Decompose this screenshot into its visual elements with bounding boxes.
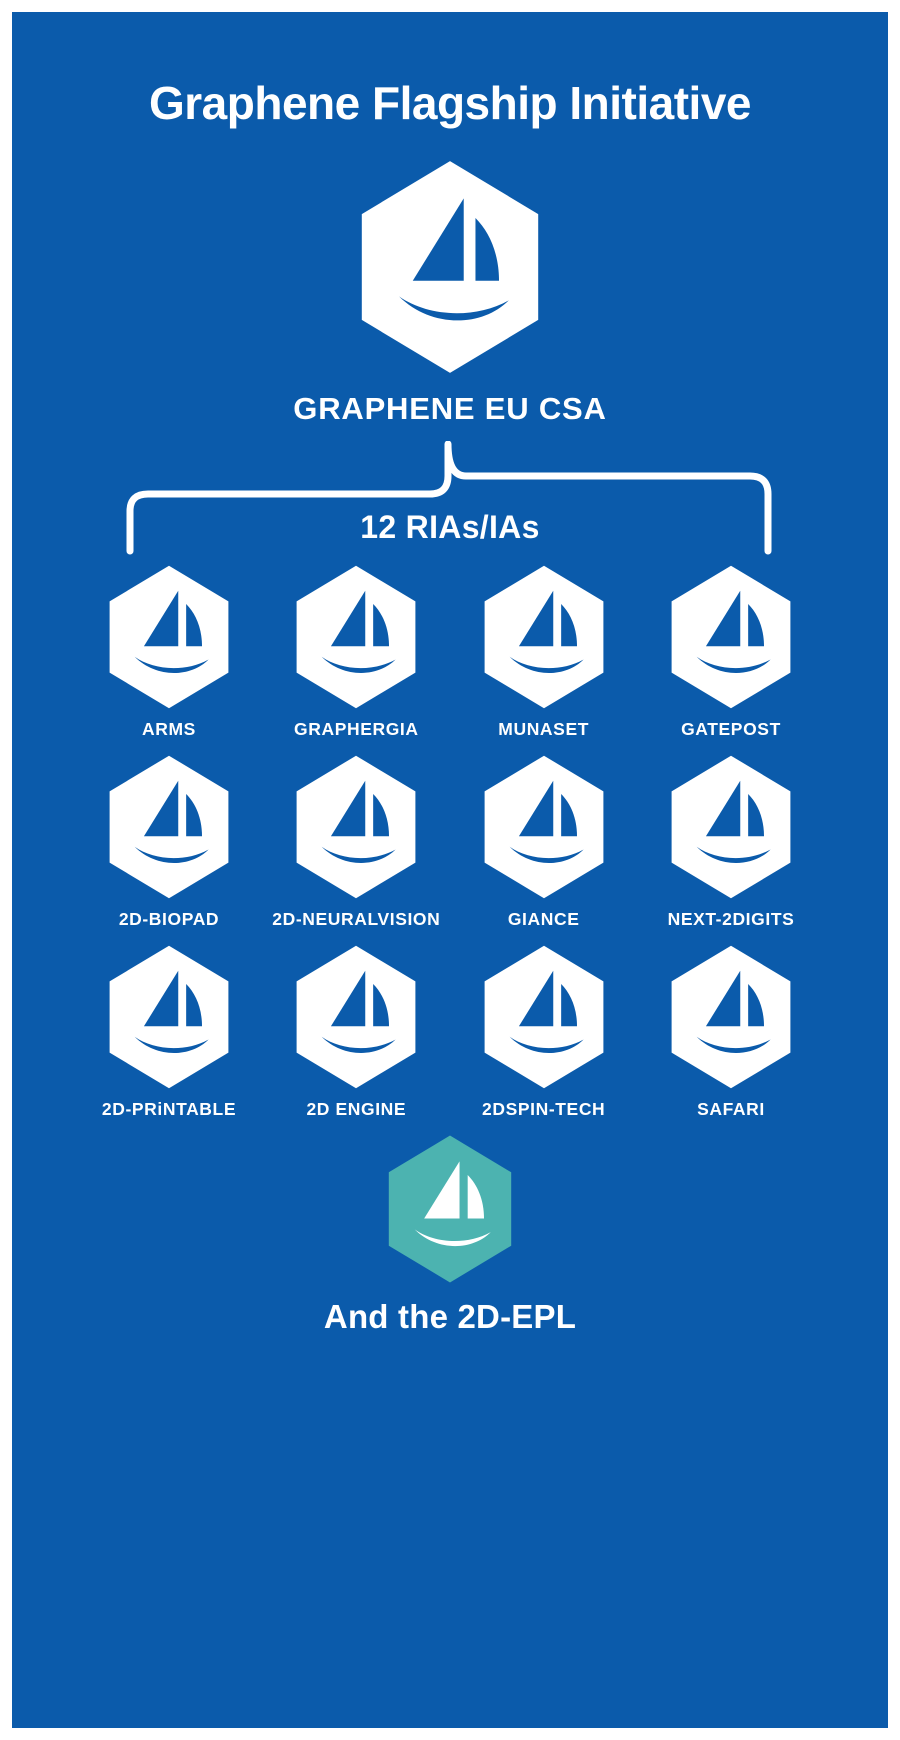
project-item[interactable]: [271, 754, 441, 930]
graphene-hexagon-sailboat-icon: [290, 754, 422, 900]
graphene-hexagon-sailboat-icon: [352, 159, 548, 375]
project-item[interactable]: [271, 944, 441, 1120]
project-item[interactable]: [84, 944, 254, 1120]
graphene-hexagon-sailboat-icon: [478, 564, 610, 710]
project-label: NEXT-2DIGITS: [667, 908, 795, 929]
project-item[interactable]: [459, 564, 629, 740]
graphene-hexagon-sailboat-icon: [290, 564, 422, 710]
group-label: 12 RIAs/IAs: [360, 508, 540, 545]
graphene-hexagon-sailboat-teal-icon: [382, 1134, 518, 1284]
poster-canvas: [12, 12, 888, 1728]
projects-row: [84, 564, 816, 740]
project-label: MUNASET: [498, 718, 590, 739]
project-label: 2D-PRiNTABLE: [101, 1098, 237, 1119]
page-title: Graphene Flagship Initiative: [148, 77, 751, 129]
projects-grid: [84, 564, 816, 1120]
project-item[interactable]: [84, 564, 254, 740]
project-item[interactable]: [271, 564, 441, 740]
footer-logo-container: [12, 1134, 888, 1284]
projects-row: [84, 944, 816, 1120]
projects-row: [84, 754, 816, 930]
graphene-hexagon-sailboat-icon: [665, 944, 797, 1090]
hero-label: GRAPHENE EU CSA: [293, 390, 607, 426]
graphene-hexagon-sailboat-icon: [103, 564, 235, 710]
project-label: GIANCE: [507, 908, 580, 929]
graphene-hexagon-sailboat-icon: [478, 944, 610, 1090]
project-item[interactable]: [459, 944, 629, 1120]
project-label: 2D-BIOPAD: [118, 908, 220, 929]
project-item[interactable]: [646, 944, 816, 1120]
graphene-hexagon-sailboat-icon: [478, 754, 610, 900]
graphene-hexagon-sailboat-icon: [103, 944, 235, 1090]
graphene-hexagon-sailboat-icon: [103, 754, 235, 900]
hero-logo-container: [12, 159, 888, 375]
project-label: 2DSPIN-TECH: [482, 1098, 606, 1119]
project-item[interactable]: [84, 754, 254, 930]
project-label: GATEPOST: [681, 718, 781, 739]
project-item[interactable]: [646, 754, 816, 930]
project-label: SAFARI: [697, 1098, 765, 1119]
graphene-hexagon-sailboat-icon: [665, 754, 797, 900]
project-label: 2D-NEURALVISION: [272, 908, 441, 929]
footer-label: And the 2D-EPL: [323, 1297, 577, 1335]
project-label: 2D ENGINE: [306, 1098, 407, 1119]
project-item[interactable]: [646, 564, 816, 740]
project-label: ARMS: [142, 718, 196, 739]
project-label: GRAPHERGIA: [294, 718, 419, 739]
project-item[interactable]: [459, 754, 629, 930]
graphene-hexagon-sailboat-icon: [665, 564, 797, 710]
graphene-hexagon-sailboat-icon: [290, 944, 422, 1090]
